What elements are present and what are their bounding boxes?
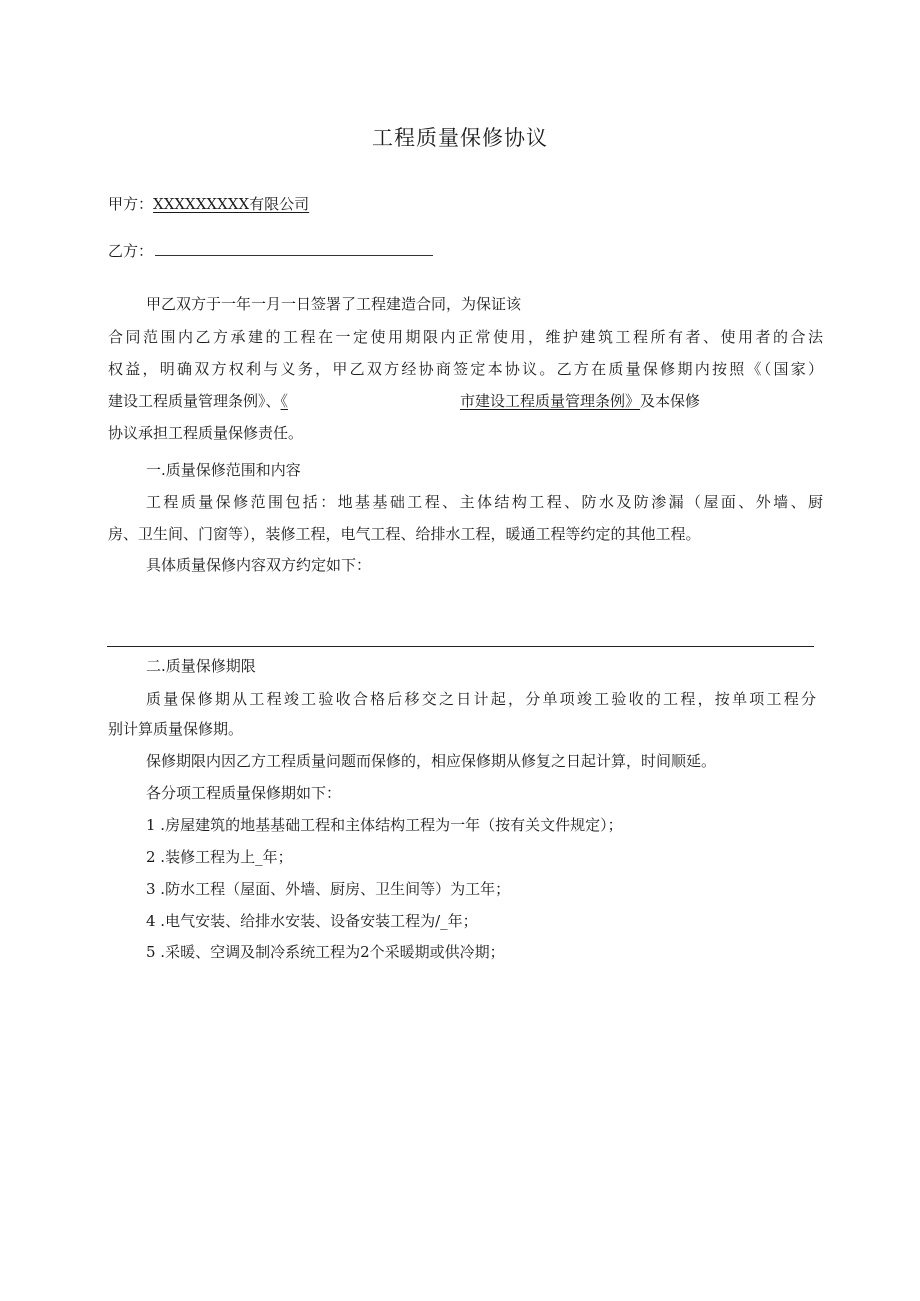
intro-line-3: 权益，明确双方权利与义务，甲乙双方经协商签定本协议。乙方在质量保修期内按照《（国家）	[108, 360, 823, 378]
intro-line-2: 合同范围内乙方承建的工程在一定使用期限内正常使用，维护建筑工程所有者、使用者的合法	[108, 328, 823, 346]
intro-line-1: 甲乙双方于一年一月一日签署了工程建造合同，为保证该	[146, 295, 522, 313]
section-2-para-3: 各分项工程质量保修期如下：	[146, 784, 342, 802]
agreed-content-rule	[107, 646, 814, 647]
warranty-item-2: 2 .装修工程为上_年；	[146, 848, 293, 866]
intro-line-4-suffix: 及本保修	[640, 392, 701, 410]
warranty-item-5: 5 .采暖、空调及制冷系统工程为2个采暖期或供冷期；	[146, 943, 505, 961]
section-1-para-1-line-2: 房、卫生间、门窗等），装修工程，电气工程、给排水工程，暖通工程等约定的其他工程。	[108, 525, 701, 543]
party-b-label: 乙方：	[108, 242, 154, 260]
warranty-item-1: 1 .房屋建筑的地基基础工程和主体结构工程为一年（按有关文件规定）；	[146, 816, 623, 834]
party-a-line	[108, 193, 309, 214]
section-1-para-2: 具体质量保修内容双方约定如下：	[146, 556, 372, 574]
party-b-line	[108, 240, 433, 261]
local-regulation-reference	[281, 392, 641, 410]
intro-line-4	[108, 391, 700, 411]
section-1-heading: 一.质量保修范围和内容	[146, 461, 301, 479]
local-regulation-name: 市建设工程质量管理条例》	[460, 392, 641, 410]
party-a-name: XXXXXXXXX有限公司	[153, 195, 310, 213]
party-a-label: 甲方：	[108, 195, 154, 213]
party-b-blank	[155, 243, 433, 256]
section-2-para-2: 保修期限内因乙方工程质量问题而保修的，相应保修期从修复之日起计算，时间顺延。	[146, 752, 717, 770]
warranty-item-4: 4 .电气安装、给排水安装、设备安装工程为/_年；	[146, 912, 478, 930]
document-title: 工程质量保修协议	[372, 126, 548, 150]
warranty-item-3: 3 .防水工程（屋面、外墙、厨房、卫生间等）为工年；	[146, 880, 511, 898]
intro-line-5: 协议承担工程质量保修责任。	[108, 424, 304, 442]
section-2-para-1-line-1: 质量保修期从工程竣工验收合格后移交之日计起，分单项竣工验收的工程，按单项工程分	[146, 690, 816, 708]
section-2-heading: 二.质量保修期限	[146, 657, 256, 675]
section-1-para-1-line-1: 工程质量保修范围包括：地基基础工程、主体结构工程、防水及防渗漏（屋面、外墙、厨	[146, 493, 823, 511]
local-regulation-open: 《	[280, 392, 289, 410]
intro-line-4-prefix: 建设工程质量管理条例》、	[108, 392, 281, 410]
section-2-para-1-line-2: 别计算质量保修期。	[108, 720, 244, 738]
